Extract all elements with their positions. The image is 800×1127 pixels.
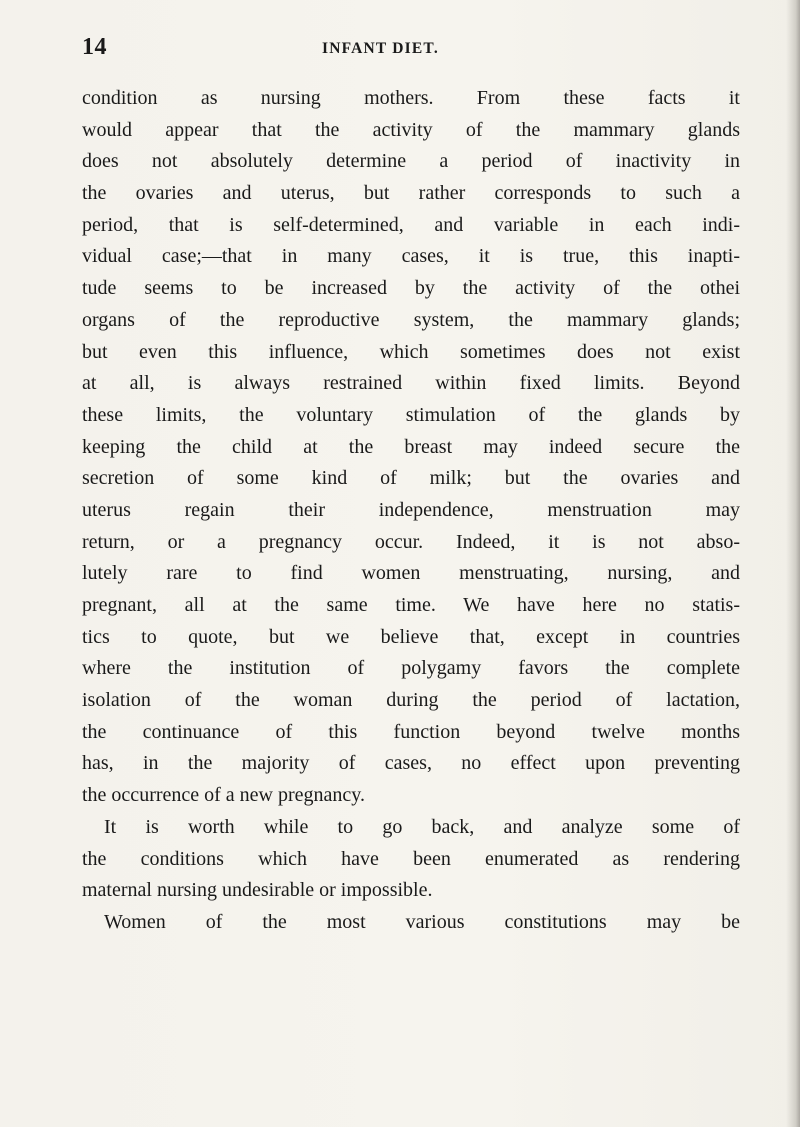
text-line: does not absolutely determine a period of inactivity in xyxy=(82,150,740,173)
text-line: uterus regain their independence, menstruation may xyxy=(82,498,740,521)
text-line: vidual case;—that in many cases, it is true, this inapti- xyxy=(82,245,740,268)
text-line: pregnant, all at the same time. We have here no statis- xyxy=(82,594,740,616)
text-line: lutely rare to find women menstruating, nursing, and xyxy=(82,562,740,585)
text-line: the conditions which have been enumerated as rendering xyxy=(82,847,740,870)
text-line: condition as nursing mothers. From these facts it xyxy=(82,87,740,109)
text-line: keeping the child at the breast may indeed secure the xyxy=(82,435,740,458)
paragraph-start-line: Women of the most various constitutions may be xyxy=(104,910,740,933)
page-number: 14 xyxy=(82,34,107,60)
text-line: has, in the majority of cases, no effect upon preventing xyxy=(82,752,740,775)
text-line: the continuance of this function beyond twelve months xyxy=(82,720,740,743)
text-line: but even this influence, which sometimes does not exist xyxy=(82,340,740,363)
text-line: period, that is self-determined, and variable in each indi- xyxy=(82,213,740,236)
text-line: return, or a pregnancy occur. Indeed, it is not abso- xyxy=(82,530,740,553)
body-text xyxy=(82,83,740,939)
page-header xyxy=(82,26,742,66)
text-line: tude seems to be increased by the activity of the othei xyxy=(82,277,740,300)
text-line: the occurrence of a new pregnancy. xyxy=(82,784,365,807)
text-line: these limits, the voluntary stimulation of the glands by xyxy=(82,403,740,426)
text-line: would appear that the activity of the mammary glands xyxy=(82,118,740,141)
page-edge-shadow xyxy=(786,0,800,1127)
text-line: where the institution of polygamy favors the complete xyxy=(82,657,740,680)
text-line: tics to quote, but we believe that, except in countries xyxy=(82,625,740,648)
paragraph-start-line: It is worth while to go back, and analyze some of xyxy=(104,815,740,838)
text-line: organs of the reproductive system, the mammary glands; xyxy=(82,308,740,331)
text-line: maternal nursing undesirable or impossible. xyxy=(82,879,433,902)
running-head: INFANT DIET. xyxy=(322,40,439,57)
text-line: at all, is always restrained within fixed limits. Beyond xyxy=(82,372,740,395)
text-line: the ovaries and uterus, but rather corresponds to such a xyxy=(82,182,740,205)
text-line: isolation of the woman during the period of lactation, xyxy=(82,689,740,712)
text-line: secretion of some kind of milk; but the ovaries and xyxy=(82,467,740,490)
